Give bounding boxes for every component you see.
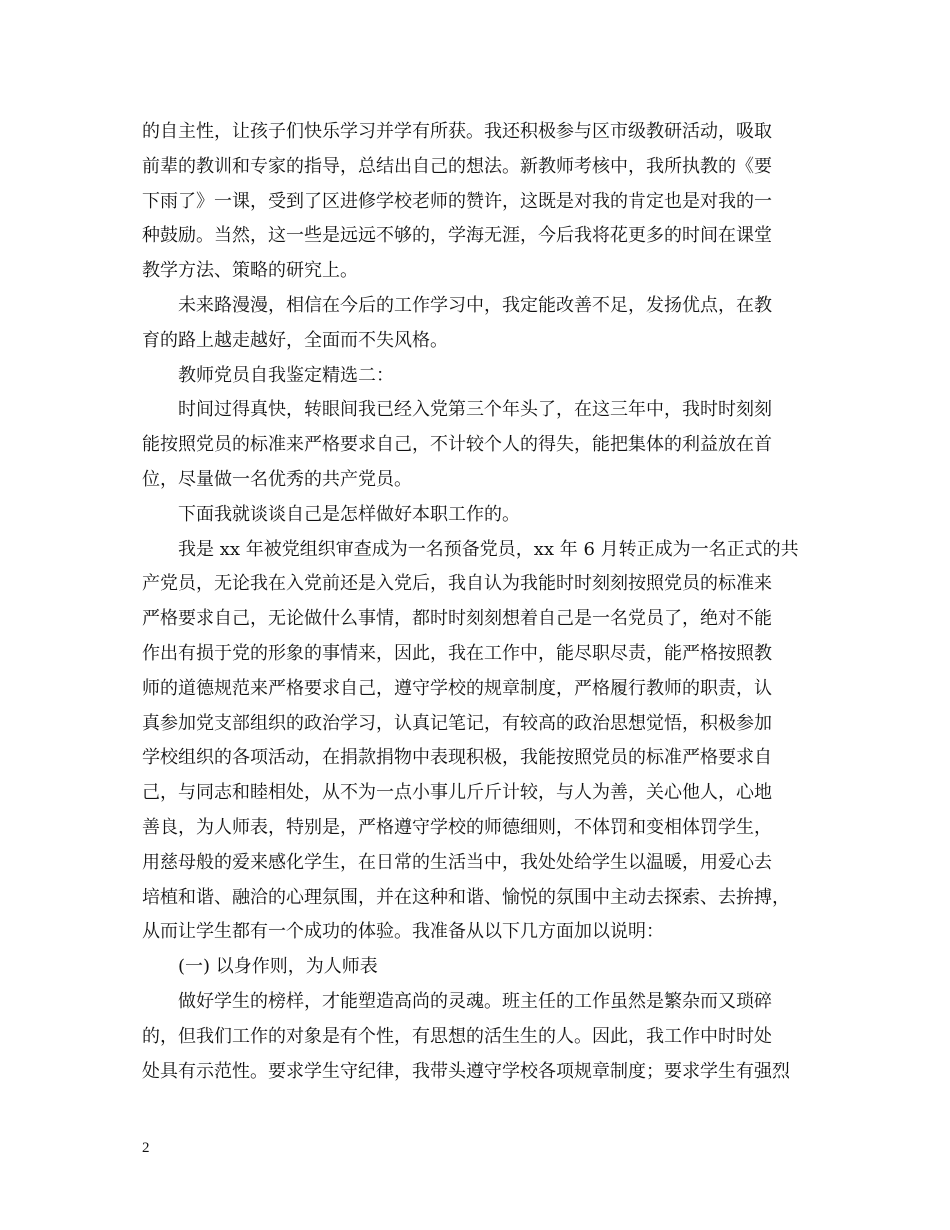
paragraph-start-line: 我是 xx 年被党组织审查成为一名预备党员，xx 年 6 月转正成为一名正式的共	[178, 538, 799, 560]
text-line: 师的道德规范来严格要求自己，遵守学校的规章制度，严格履行教师的职责，认	[142, 677, 772, 699]
text-line: 前辈的教训和专家的指导，总结出自己的想法。新教师考核中，我所执教的《要	[142, 155, 772, 177]
text-line: 真参加党支部组织的政治学习，认真记笔记，有较高的政治思想觉悟，积极参加	[142, 712, 772, 734]
text-line: 从而让学生都有一个成功的体验。我准备从以下几方面加以说明：	[142, 921, 664, 943]
text-line: 教学方法、策略的研究上。	[142, 260, 358, 282]
text-line: 产党员，无论我在入党前还是入党后，我自认为我能时时刻刻按照党员的标准来	[142, 573, 772, 595]
text-line: 用慈母般的爱来感化学生，在日常的生活当中，我处处给学生以温暖，用爱心去	[142, 851, 772, 873]
text-line: 己，与同志和睦相处，从不为一点小事儿斤斤计较，与人为善，关心他人，心地	[142, 782, 772, 804]
text-line: 作出有损于党的形象的事情来，因此，我在工作中，能尽职尽责，能严格按照教	[142, 642, 772, 664]
paragraph-start-line: 做好学生的榜样，才能塑造高尚的灵魂。班主任的工作虽然是繁杂而又琐碎	[178, 990, 772, 1012]
document-body	[142, 115, 822, 1089]
text-line: 的自主性，让孩子们快乐学习并学有所获。我还积极参与区市级教研活动，吸取	[142, 121, 772, 142]
text-line: 处具有示范性。要求学生守纪律，我带头遵守学校各项规章制度；要求学生有强烈	[142, 1060, 790, 1082]
text-line: 的，但我们工作的对象是有个性，有思想的活生生的人。因此，我工作中时时处	[142, 1025, 772, 1047]
subsection-heading: (一) 以身作则，为人师表	[178, 956, 378, 978]
text-line: 学校组织的各项活动，在捐款捐物中表现积极，我能按照党员的标准严格要求自	[142, 747, 772, 769]
text-line: 培植和谐、融洽的心理氛围，并在这种和谐、愉悦的氛围中主动去探索、去拚搏，	[142, 886, 790, 908]
paragraph-start-line: 时间过得真快，转眼间我已经入党第三个年头了，在这三年中，我时时刻刻	[178, 399, 772, 421]
text-line: 种鼓励。当然，这一些是远远不够的，学海无涯，今后我将花更多的时间在课堂	[142, 225, 772, 247]
text-line: 位，尽量做一名优秀的共产党员。	[142, 468, 412, 490]
paragraph-start-line: 未来路漫漫，相信在今后的工作学习中，我定能改善不足，发扬优点，在教	[178, 294, 772, 316]
text-line: 下雨了》一课，受到了区进修学校老师的赞许，这既是对我的肯定也是对我的一	[142, 190, 772, 212]
paragraph-start-line: 下面我就谈谈自己是怎样做好本职工作的。	[178, 503, 520, 525]
text-line: 育的路上越走越好，全面而不失风格。	[142, 329, 448, 351]
text-line: 严格要求自己，无论做什么事情，都时时刻刻想着自己是一名党员了，绝对不能	[142, 608, 772, 630]
text-line: 能按照党员的标准来严格要求自己，不计较个人的得失，能把集体的利益放在首	[142, 434, 772, 456]
page-number: 2	[142, 1140, 150, 1156]
section-heading: 教师党员自我鉴定精选二：	[178, 364, 394, 386]
text-line: 善良，为人师表，特别是，严格遵守学校的师德细则，不体罚和变相体罚学生，	[142, 816, 772, 838]
